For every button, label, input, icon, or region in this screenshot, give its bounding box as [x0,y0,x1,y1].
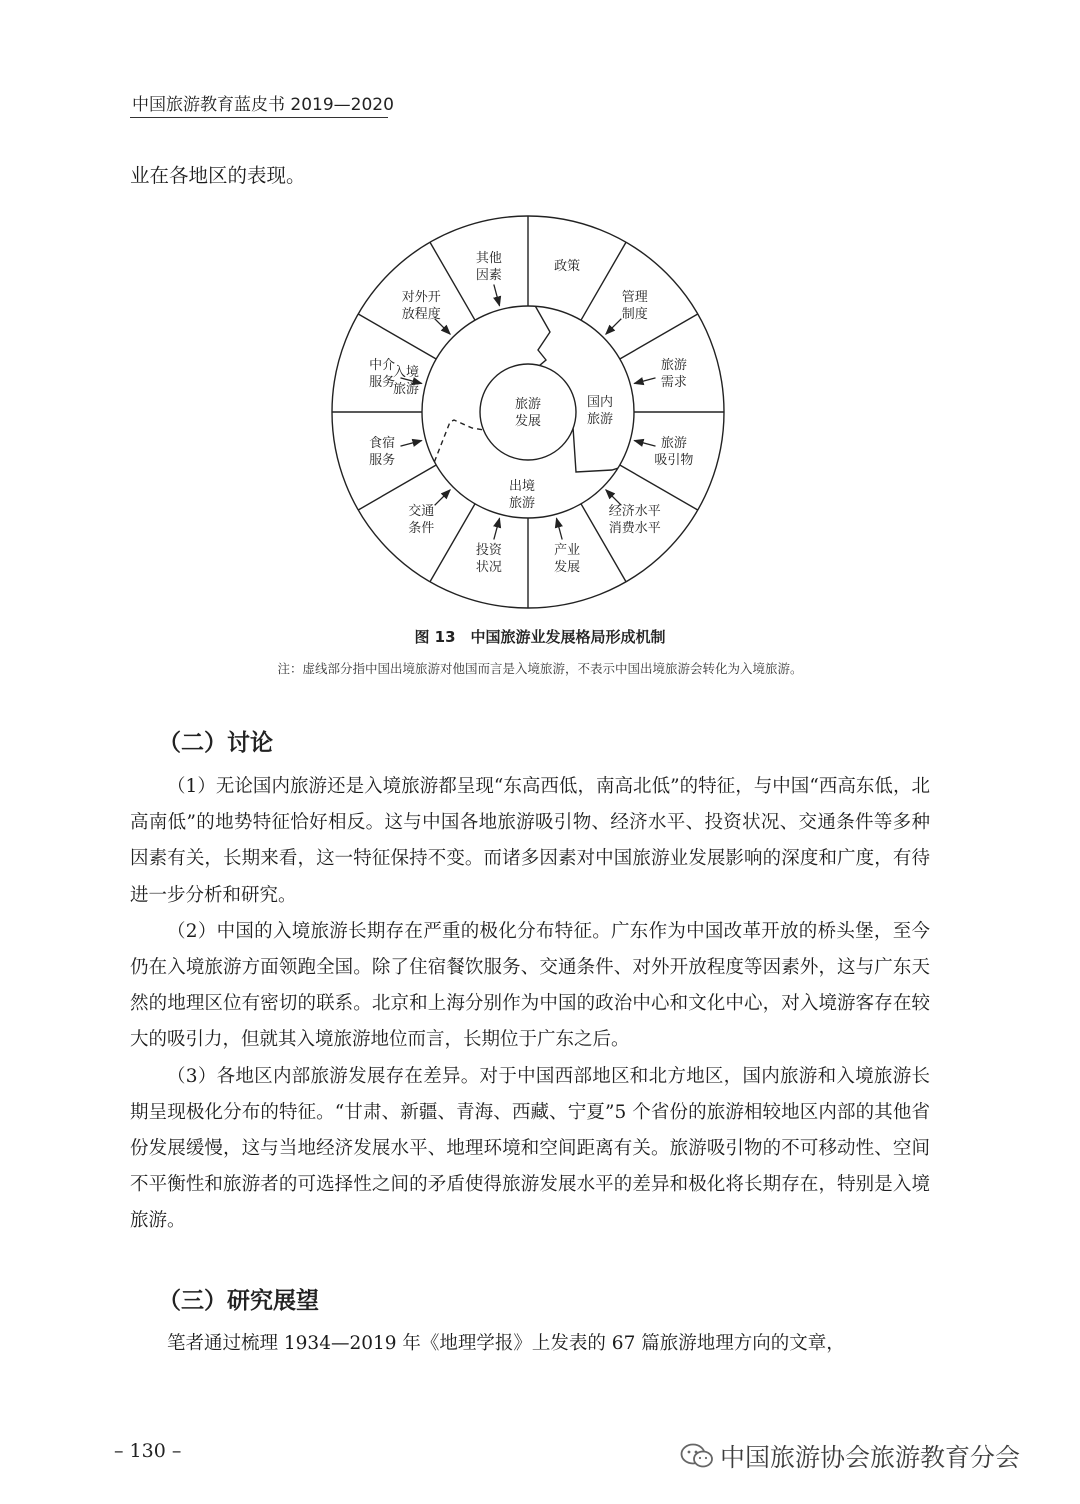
factor-label: 其他因素 [475,251,502,284]
sector-divider [581,242,626,320]
influence-arrow [435,490,451,506]
domestic-tourism-label: 国内旅游 [586,395,614,427]
section-heading-discussion: （二）讨论 [158,730,273,756]
mechanism-diagram [330,210,730,614]
lead-text: 业在各地区的表现。 [130,164,306,187]
paragraph: （3）各地区内部旅游发展存在差异。对于中国西部地区和北方地区，国内旅游和入境旅游长期呈现极化分布的特征。“甘肃、新疆、青海、西藏、宁夏”5 个省份的旅游相较地区内部的其他省份发展缓慢，这与当地经济发展水平、地理环境和空间距离有关。旅游吸引物的不可移动性、空间不平衡性和旅游者的可选择性之间的矛盾使得旅游发展水平的差异和极化将长期存在，特别是入境旅游。 [130,1065,930,1232]
running-header: 中国旅游教育蓝皮书 2019—2020 [132,95,394,115]
outlook-body [130,1326,930,1362]
influence-arrow [634,440,655,446]
discussion-body [130,769,930,1240]
center-label: 旅游发展 [514,397,542,429]
factor-label: 对外开放程度 [401,290,441,323]
paragraph: 笔者通过梳理 1934—2019 年《地理学报》上发表的 67 篇旅游地理方向的文章， [167,1333,845,1354]
inbound-domestic-divider [535,306,550,365]
influence-arrow [634,378,655,384]
factor-label: 经济水平消费水平 [608,503,661,536]
factor-label: 政策 [554,259,581,275]
influence-arrow [400,440,421,446]
factor-label: 交通条件 [408,503,435,536]
factor-label: 投资状况 [475,542,502,575]
outbound-tourism-label: 出境旅游 [508,479,536,511]
header-rule [130,117,388,118]
factor-label: 旅游吸引物 [654,436,694,469]
influence-arrow [556,518,562,539]
paragraph: （1）无论国内旅游还是入境旅游都呈现“东高西低，南高北低”的特征，与中国“西高东低，北高南低”的地势特征恰好相反。这与中国各地旅游吸引物、经济水平、投资状况、交通条件等多种因素有关，长期来看，这一特征保持不变。而诸多因素对中国旅游业发展影响的深度和广度，有待进一步分析和研究。 [130,776,930,906]
influence-arrow [494,518,500,539]
factor-label: 产业发展 [554,542,581,575]
factor-label: 管理制度 [621,290,648,323]
factor-label: 旅游需求 [660,357,687,390]
watermark [680,1438,1020,1474]
paragraph: （2）中国的入境旅游长期存在严重的极化分布特征。广东作为中国改革开放的桥头堡，至今仍在入境旅游方面领跑全国。除了住宿餐饮服务、交通条件、对外开放程度等因素外，这与广东天然的地理区位有密切的联系。北京和上海分别作为中国的政治中心和文化中心，对入境游客存在较大的吸引力，但就其入境旅游地位而言，长期位于广东之后。 [130,920,930,1051]
figure-note: 注：虚线部分指中国出境旅游对他国而言是入境旅游，不表示中国出境旅游会转化为入境旅游。 [277,661,803,676]
influence-arrow [494,284,500,305]
page-number: – 130 – [114,1440,182,1462]
domestic-outbound-divider [573,428,618,472]
section-heading-outlook: （三）研究展望 [158,1288,319,1314]
outbound-inbound-dashed-divider [434,420,483,462]
inbound-tourism-label: 入境旅游 [392,365,420,397]
watermark-text: 中国旅游协会旅游教育分会 [720,1443,1021,1472]
wechat-icon [680,1442,714,1470]
factor-label: 食宿服务 [369,436,396,469]
sector-divider [430,504,475,582]
factor-label: 中介服务 [369,357,396,390]
center-circle [480,364,576,460]
influence-arrow [606,319,622,335]
figure-caption: 图 13 中国旅游业发展格局形成机制 [414,628,666,646]
